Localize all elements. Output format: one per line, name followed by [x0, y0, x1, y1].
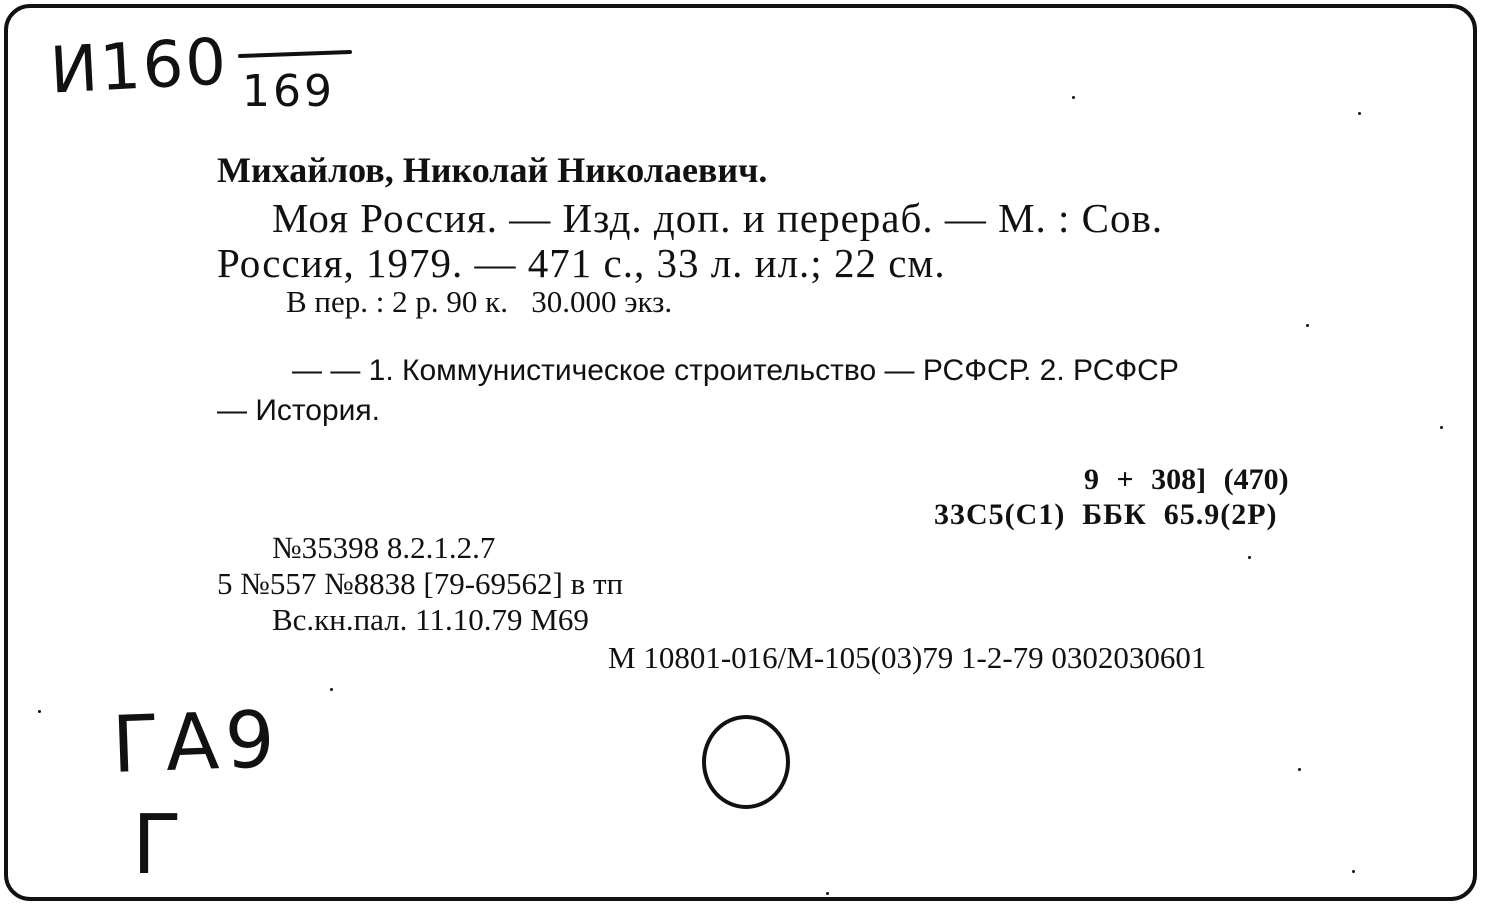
card-number: №35398 8.2.1.2.7	[272, 530, 496, 565]
handwritten-mark-g: Г	[132, 798, 183, 893]
fraction-bar	[238, 46, 358, 66]
punch-hole	[698, 710, 798, 820]
subject-headings-line-2: — История.	[217, 394, 381, 427]
handwritten-call-number-fraction: 169	[242, 66, 335, 117]
scan-speck	[1440, 426, 1443, 429]
classification-index-1: 9 + 308] (470)	[1084, 463, 1289, 496]
scan-speck	[1306, 324, 1309, 327]
print-order-line: 5 №557 №8838 [79-69562] в тп	[217, 566, 624, 601]
scan-speck	[1358, 112, 1361, 115]
catalog-card	[4, 4, 1477, 901]
book-chamber-line: Вс.кн.пал. 11.10.79 М69	[272, 602, 589, 637]
handwritten-mark-ga9: ГА9	[110, 695, 283, 791]
price-circulation: В пер. : 2 р. 90 к. 30.000 экз.	[286, 284, 673, 319]
scan-speck	[330, 688, 333, 691]
handwritten-call-number: И160	[48, 25, 230, 109]
title-line-1: Моя Россия. — Изд. доп. и перераб. — М. : Сов.	[272, 195, 1164, 241]
subject-headings-line-1: — — 1. Коммунистическое строительство — РСФСР. 2. РСФСР	[292, 354, 1179, 387]
publisher-code-line: М 10801-016/М-105(03)79 1-2-79 0302030601	[608, 640, 1207, 675]
scan-speck	[1298, 768, 1301, 771]
scan-speck	[826, 892, 829, 895]
classification-bbk: 33С5(С1) ББК 65.9(2Р)	[934, 498, 1278, 531]
author-heading: Михайлов, Николай Николаевич.	[217, 150, 768, 190]
scan-speck	[38, 710, 41, 713]
scan-speck	[1072, 96, 1075, 99]
title-line-2: Россия, 1979. — 471 с., 33 л. ил.; 22 см.	[217, 240, 946, 286]
scan-speck	[1352, 870, 1355, 873]
scan-speck	[1248, 556, 1251, 559]
